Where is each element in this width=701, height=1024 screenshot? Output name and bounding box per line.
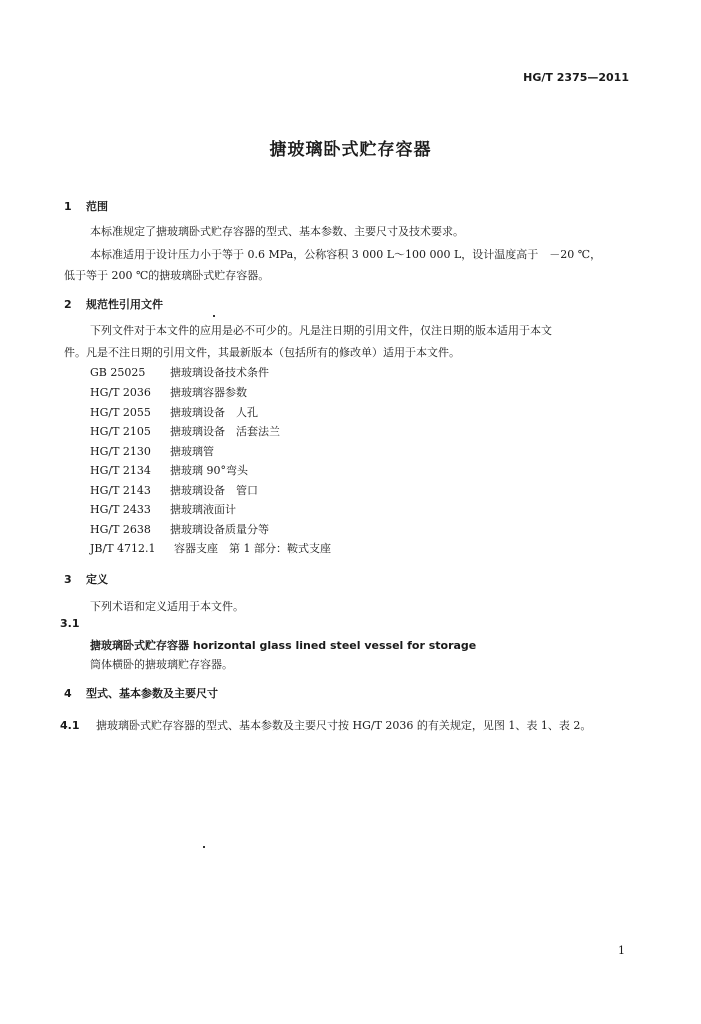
section-4-heading <box>64 685 218 701</box>
reference-code: GB 25025 <box>90 366 146 379</box>
section-1-number: 1 <box>64 200 72 213</box>
standard-code: HG/T 2375—2011 <box>523 71 629 84</box>
reference-code: HG/T 2433 <box>90 503 151 516</box>
section-1-heading <box>64 198 108 214</box>
reference-item <box>90 482 258 498</box>
subsection-4-1-number: 4.1 <box>60 719 80 732</box>
section-1-paragraph-1: 本标准规定了搪玻璃卧式贮存容器的型式、基本参数、主要尺寸及技术要求。 <box>90 225 464 238</box>
reference-item <box>90 443 214 459</box>
term-entry: 搪玻璃卧式贮存容器 horizontal glass lined steel vessel for storage <box>90 639 477 652</box>
reference-title: 搪玻璃设备技术条件 <box>170 366 269 379</box>
section-3-title: 定义 <box>86 573 108 586</box>
section-1-title: 范围 <box>86 200 108 213</box>
reference-title: 搪玻璃 90°弯头 <box>170 464 248 477</box>
reference-item <box>90 521 269 537</box>
subsection-4-1 <box>60 714 591 733</box>
reference-item <box>90 540 331 556</box>
section-4-title: 型式、基本参数及主要尺寸 <box>86 687 218 700</box>
scan-speck <box>203 846 205 848</box>
reference-title: 搪玻璃容器参数 <box>170 386 247 399</box>
reference-item <box>90 364 269 380</box>
section-1-paragraph-2-line-2: 低于等于 200 ℃的搪玻璃卧式贮存容器。 <box>64 269 270 282</box>
section-2-heading <box>64 296 163 312</box>
section-3-number: 3 <box>64 573 72 586</box>
reference-title: 搪玻璃管 <box>170 445 214 458</box>
reference-code: HG/T 2105 <box>90 425 151 438</box>
reference-code: HG/T 2055 <box>90 406 151 419</box>
reference-code: HG/T 2143 <box>90 484 151 497</box>
section-2-paragraph-line-1: 下列文件对于本文件的应用是必不可少的。凡是注日期的引用文件，仅注日期的版本适用于本文 <box>90 324 552 337</box>
section-2-title: 规范性引用文件 <box>86 298 163 311</box>
section-3-heading <box>64 571 108 587</box>
reference-item <box>90 423 280 439</box>
subsection-3-1-number: 3.1 <box>60 617 80 630</box>
reference-title: 搪玻璃设备 管口 <box>170 484 258 497</box>
subsection-4-1-text: 搪玻璃卧式贮存容器的型式、基本参数及主要尺寸按 HG/T 2036 的有关规定，见图 1、表 1、表 2。 <box>96 719 592 732</box>
reference-code: HG/T 2638 <box>90 523 151 536</box>
reference-title: 搪玻璃液面计 <box>170 503 236 516</box>
section-4-number: 4 <box>64 687 72 700</box>
reference-code: HG/T 2036 <box>90 386 151 399</box>
reference-title: 搪玻璃设备 活套法兰 <box>170 425 280 438</box>
section-3-intro: 下列术语和定义适用于本文件。 <box>90 600 244 613</box>
section-2-paragraph-line-2: 件。凡是不注日期的引用文件，其最新版本（包括所有的修改单）适用于本文件。 <box>64 346 460 359</box>
reference-title: 搪玻璃设备质量分等 <box>170 523 269 536</box>
section-1-paragraph-2-line-1: 本标准适用于设计压力小于等于 0.6 MPa，公称容积 3 000 L～100 000 L，设计温度高于 －20 ℃， <box>90 248 602 261</box>
reference-code: HG/T 2130 <box>90 445 151 458</box>
reference-code: JB/T 4712.1 <box>90 542 156 555</box>
page-title: 搪玻璃卧式贮存容器 <box>269 140 432 160</box>
reference-item <box>90 462 248 478</box>
reference-item <box>90 501 236 517</box>
section-2-number: 2 <box>64 298 72 311</box>
reference-title: 搪玻璃设备 人孔 <box>170 406 258 419</box>
reference-item <box>90 404 258 420</box>
reference-code: HG/T 2134 <box>90 464 151 477</box>
term-definition: 筒体横卧的搪玻璃贮存容器。 <box>90 658 233 671</box>
reference-title: 容器支座 第 1 部分：鞍式支座 <box>174 542 331 555</box>
scan-speck <box>213 315 215 317</box>
page-number: 1 <box>618 944 625 957</box>
reference-item <box>90 384 247 400</box>
